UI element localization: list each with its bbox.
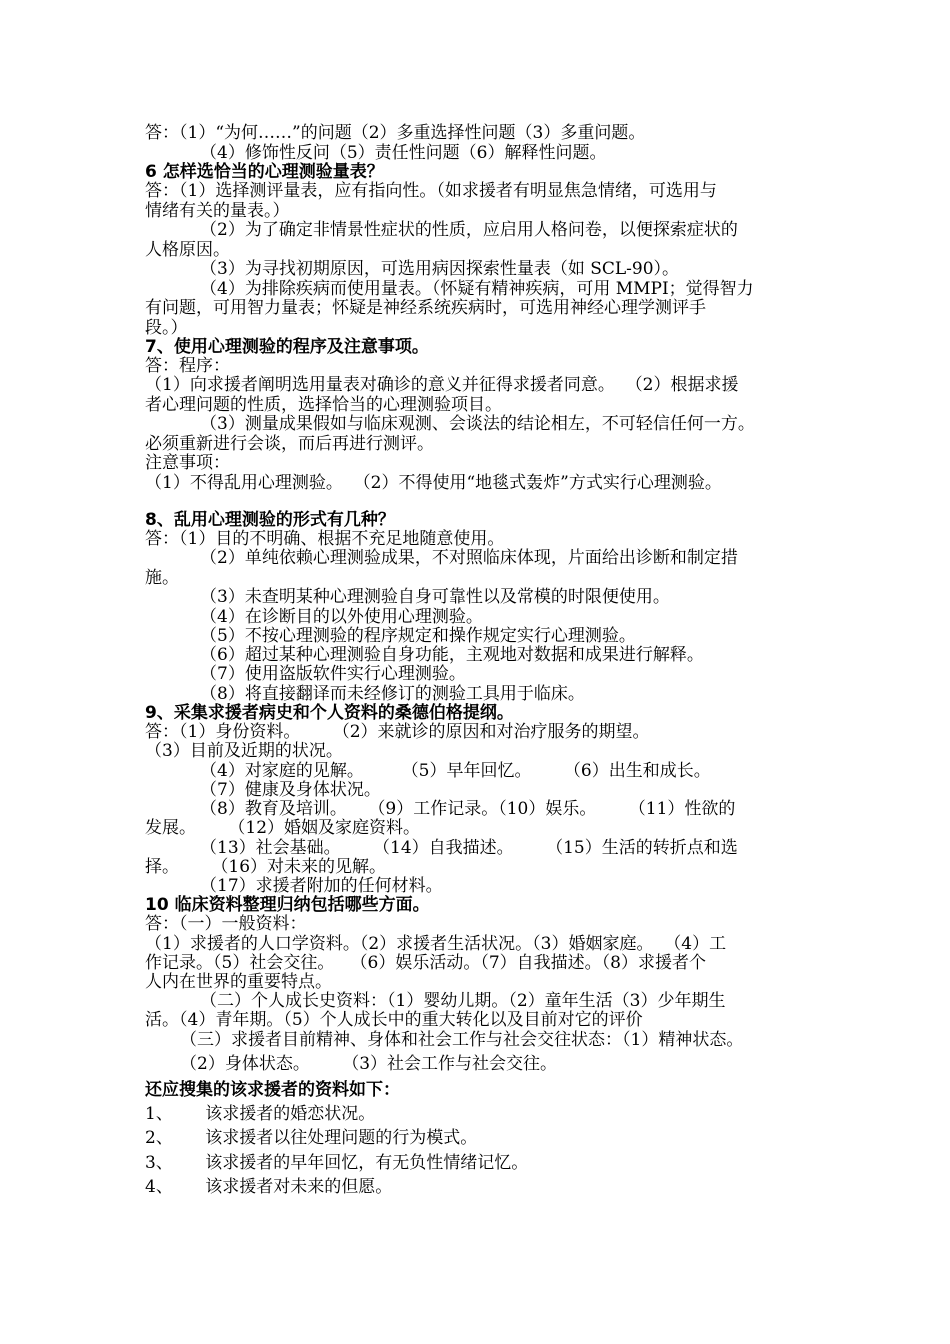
answer-line: 答：（1）选择测评量表，应有指向性。（如求援者有明显焦急情绪，可选用与 <box>145 181 717 201</box>
answer-line: 注意事项： <box>145 453 230 473</box>
answer-line: （8）教育及培训。 （9）工作记录。（10）娱乐。 （11）性欲的 <box>200 799 736 819</box>
question-heading: 9、采集求援者病史和个人资料的桑德伯格提纲。 <box>145 703 514 723</box>
answer-line: 答：程序： <box>145 356 230 376</box>
list-item: 3、 该求援者的早年回忆，有无负性情绪记忆。 <box>145 1153 529 1173</box>
answer-line: 答：（一）一般资料： <box>145 914 307 934</box>
answer-line: 施。 <box>145 568 179 588</box>
question-heading: 10 临床资料整理归纳包括哪些方面。 <box>145 895 430 915</box>
question-heading: 7、使用心理测验的程序及注意事项。 <box>145 337 429 357</box>
answer-line: （4）为排除疾病而使用量表。（怀疑有精神疾病，可用 MMPI；觉得智力 <box>200 279 754 299</box>
answer-line: （4）在诊断目的以外使用心理测验。 <box>200 607 483 627</box>
answer-line: 答：（1）目的不明确、根据不充足地随意使用。 <box>145 529 505 549</box>
answer-line: 必须重新进行会谈，而后再进行测评。 <box>145 434 434 454</box>
answer-line: 人内在世界的重要特点。 <box>145 972 332 992</box>
answer-line: 发展。 （12）婚姻及家庭资料。 <box>145 818 421 838</box>
answer-line: （2）为了确定非情景性症状的性质，应启用人格问卷，以便探索症状的 <box>200 220 738 240</box>
answer-line: （6）超过某种心理测验自身功能，主观地对数据和成果进行解释。 <box>200 645 704 665</box>
answer-line: （1）向求援者阐明选用量表对确诊的意义并征得求援者同意。 （2）根据求援 <box>145 375 739 395</box>
answer-line: （17）求援者附加的任何材料。 <box>200 876 443 896</box>
answer-line: （13）社会基础。 （14）自我描述。 （15）生活的转折点和选 <box>200 838 738 858</box>
answer-line: 者心理问题的性质，选择恰当的心理测验项目。 <box>145 395 502 415</box>
answer-line: 作记录。（5）社会交往。 （6）娱乐活动。（7）自我描述。（8）求援者个 <box>145 953 706 973</box>
list-item: 2、 该求援者以往处理问题的行为模式。 <box>145 1128 478 1148</box>
answer-line: （二）个人成长史资料：（1）婴幼儿期。（2）童年生活（3）少年期生 <box>200 991 726 1011</box>
answer-line: （5）不按心理测验的程序规定和操作规定实行心理测验。 <box>200 626 636 646</box>
answer-line: （7）使用盗版软件实行心理测验。 <box>200 664 466 684</box>
question-heading: 6 怎样选恰当的心理测验量表？ <box>145 162 384 182</box>
answer-line: （8）将直接翻译而未经修订的测验工具用于临床。 <box>200 684 585 704</box>
answer-line: 情绪有关的量表。） <box>145 201 290 221</box>
answer-line: （1）不得乱用心理测验。 （2）不得使用“地毯式轰炸”方式实行心理测验。 <box>145 473 722 493</box>
answer-line: （3）未查明某种心理测验自身可靠性以及常模的时限便使用。 <box>200 587 670 607</box>
answer-line: （3）为寻找初期原因，可选用病因探索性量表（如 SCL-90）。 <box>200 259 680 279</box>
answer-line: （3）测量成果假如与临床观测、会谈法的结论相左，不可轻信任何一方。 <box>200 414 755 434</box>
answer-line: 答：（1）身份资料。 （2）来就诊的原因和对治疗服务的期望。 <box>145 722 650 742</box>
answer-line: 有问题，可用智力量表；怀疑是神经系统疾病时，可选用神经心理学测评手 <box>145 298 706 318</box>
answer-line: 人格原因。 <box>145 240 230 260</box>
answer-line: 择。 （16）对未来的见解。 <box>145 857 387 877</box>
answer-line: 段。） <box>145 318 188 338</box>
answer-line: （2）身体状态。 （3）社会工作与社会交往。 <box>180 1054 558 1074</box>
answer-line: （7）健康及身体状况。 <box>200 780 381 800</box>
answer-line: （4）对家庭的见解。 （5）早年回忆。 （6）出生和成长。 <box>200 761 711 781</box>
answer-line: （三）求援者目前精神、身体和社会工作与社会交往状态：（1）精神状态。 <box>180 1030 744 1050</box>
section-heading: 还应搜集的该求援者的资料如下： <box>145 1080 400 1100</box>
answer-line: （1）求援者的人口学资料。（2）求援者生活状况。（3）婚姻家庭。 （4）工 <box>145 934 727 954</box>
question-heading: 8、乱用心理测验的形式有几种？ <box>145 510 395 530</box>
list-item: 4、 该求援者对未来的但愿。 <box>145 1177 393 1197</box>
list-item: 1、 该求援者的婚恋状况。 <box>145 1104 376 1124</box>
answer-line: 活。（4）青年期。（5）个人成长中的重大转化以及目前对它的评价 <box>145 1010 643 1030</box>
answer-line: 答：（1）“为何……”的问题（2）多重选择性问题（3）多重问题。 <box>145 123 646 143</box>
answer-line: （3）目前及近期的状况。 <box>145 741 343 761</box>
answer-line: （2）单纯依赖心理测验成果，不对照临床体现，片面给出诊断和制定措 <box>200 548 738 568</box>
answer-line: （4）修饰性反问（5）责任性问题（6）解释性问题。 <box>200 143 607 163</box>
